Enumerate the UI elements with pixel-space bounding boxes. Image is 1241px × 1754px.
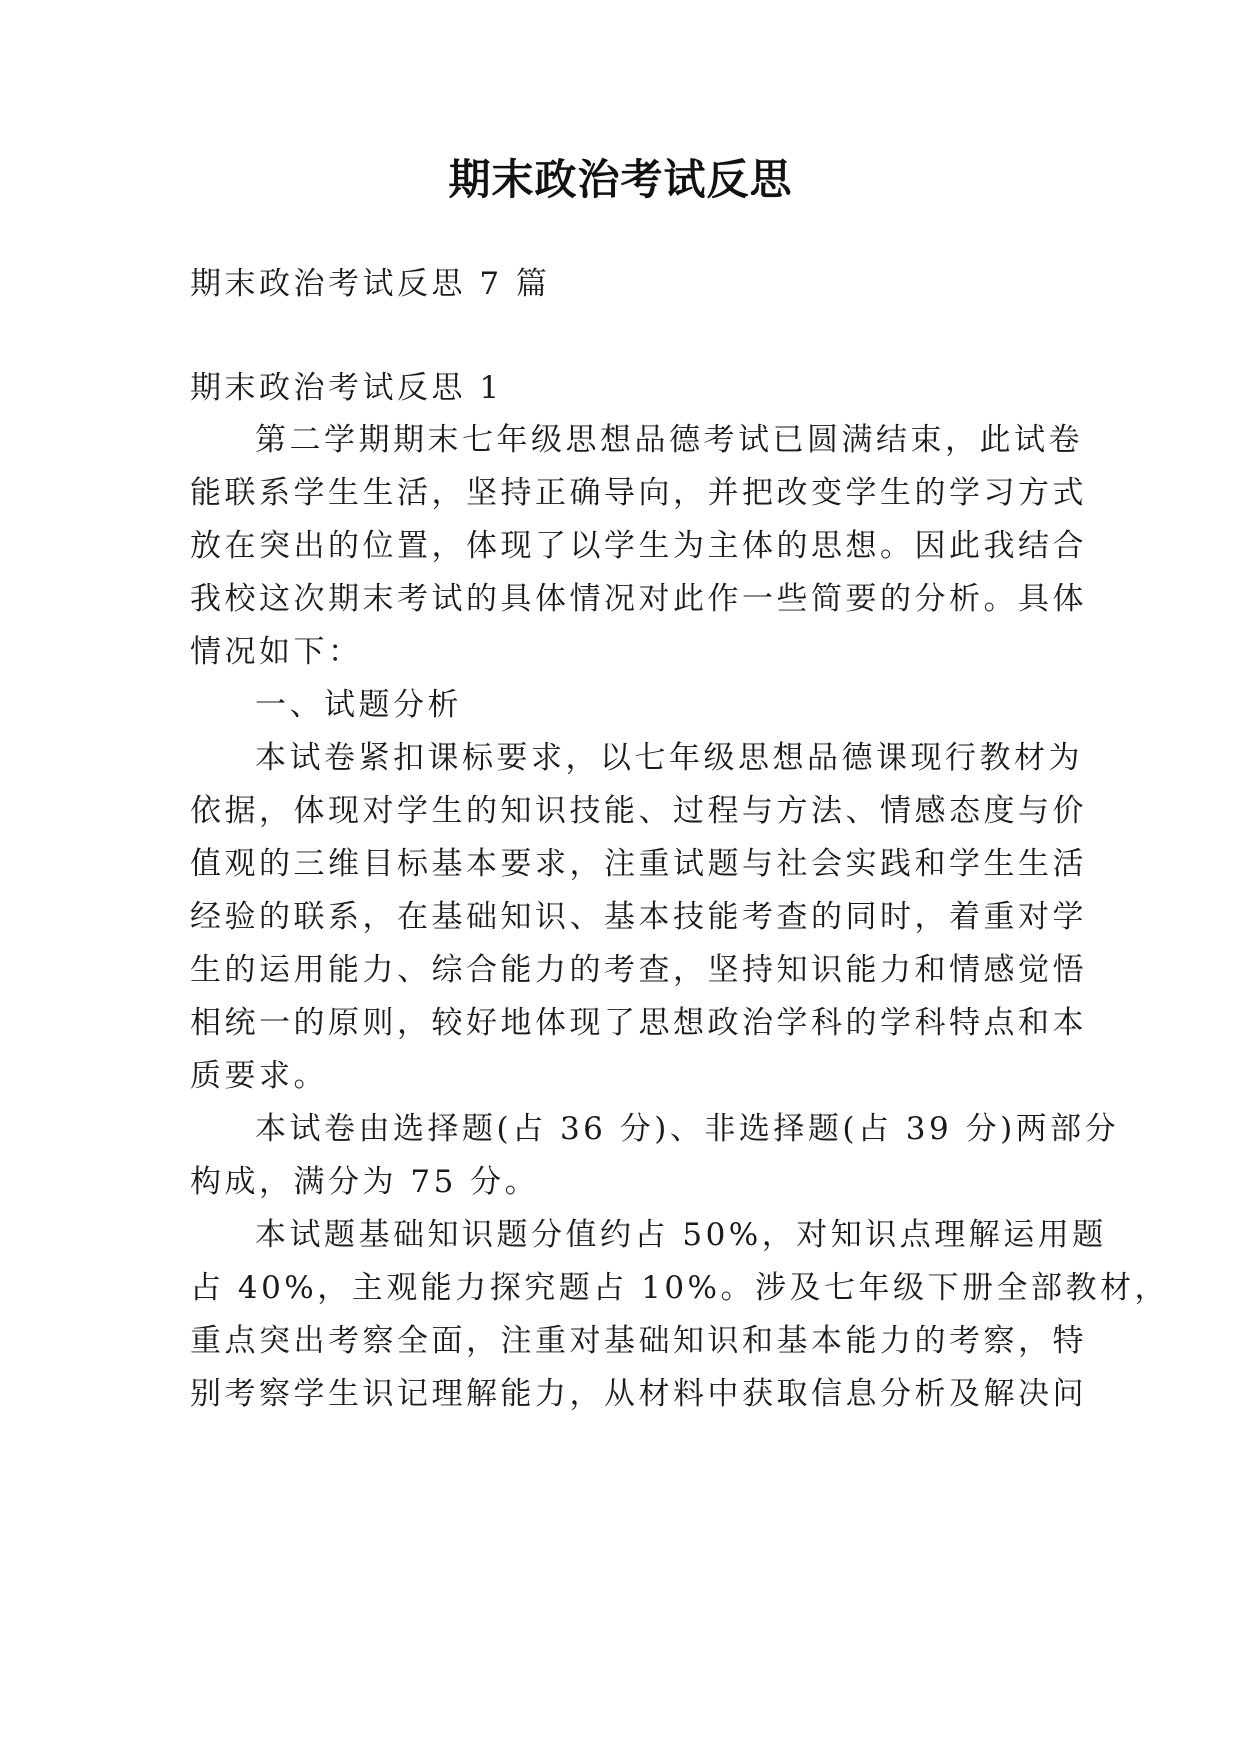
paragraph-line: 本试卷由选择题(占 36 分)、非选择题(占 39 分)两部分 bbox=[255, 1111, 1120, 1147]
paragraph-line: 生的运用能力、综合能力的考查，坚持知识能力和情感觉悟 bbox=[190, 952, 1087, 988]
paragraph-line: 经验的联系，在基础知识、基本技能考查的同时，着重对学 bbox=[190, 899, 1087, 935]
paragraph-line: 我校这次期末考试的具体情况对此作一些简要的分析。具体 bbox=[190, 581, 1087, 617]
paragraph-line: 第二学期期末七年级思想品德考试已圆满结束，此试卷 bbox=[255, 422, 1083, 458]
document-title: 期末政治考试反思 bbox=[448, 155, 793, 204]
paragraph-line: 依据，体现对学生的知识技能、过程与方法、情感态度与价 bbox=[190, 793, 1087, 829]
section-subheading: 一、试题分析 bbox=[255, 687, 462, 723]
paragraph-line: 重点突出考察全面，注重对基础知识和基本能力的考察，特 bbox=[190, 1323, 1087, 1359]
paragraph-line: 质要求。 bbox=[190, 1058, 328, 1094]
paragraph-line: 别考察学生识记理解能力，从材料中获取信息分析及解决问 bbox=[190, 1376, 1087, 1412]
paragraph-line: 能联系学生生活，坚持正确导向，并把改变学生的学习方式 bbox=[190, 475, 1087, 511]
paragraph-line: 本试卷紧扣课标要求，以七年级思想品德课现行教材为 bbox=[255, 740, 1083, 776]
paragraph-line: 本试题基础知识题分值约占 50%，对知识点理解运用题 bbox=[255, 1217, 1107, 1253]
paragraph-line: 值观的三维目标基本要求，注重试题与社会实践和学生生活 bbox=[190, 846, 1087, 882]
paragraph-line: 构成，满分为 75 分。 bbox=[190, 1164, 540, 1200]
paragraph-line: 占 40%，主观能力探究题占 10%。涉及七年级下册全部教材， bbox=[190, 1270, 1170, 1306]
paragraph-line: 情况如下： bbox=[190, 634, 363, 670]
document-subtitle: 期末政治考试反思 7 篇 bbox=[190, 266, 551, 302]
paragraph-line: 放在突出的位置，体现了以学生为主体的思想。因此我结合 bbox=[190, 528, 1087, 564]
paragraph-line: 相统一的原则，较好地体现了思想政治学科的学科特点和本 bbox=[190, 1005, 1087, 1041]
section-heading: 期末政治考试反思 1 bbox=[190, 370, 503, 406]
